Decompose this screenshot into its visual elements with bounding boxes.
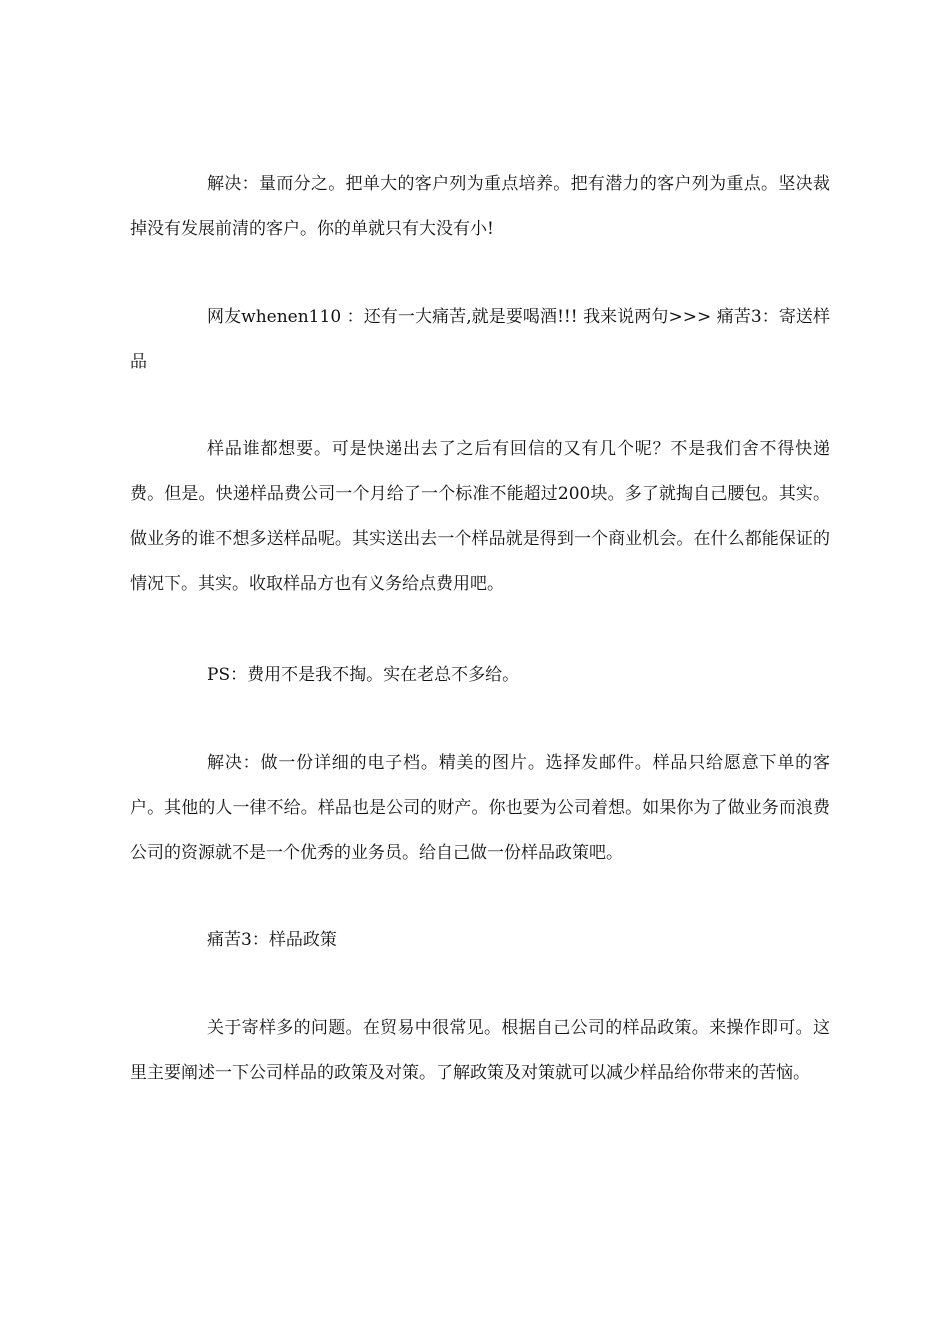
paragraph-solution-electronic-file: 解决：做一份详细的电子档。精美的图片。选择发邮件。样品只给愿意下单的客户。其他的人一律不给。样品也是公司的财产。你也要为公司着想。如果你为了做业务而浪费公司的资源就不是一个优秀的业务员。给自己做一份样品政策吧。 (130, 753, 830, 863)
paragraph-netizen-comment: 网友whenen110 ：还有一大痛苦,就是要喝酒!!! 我来说两句>>> 痛苦3：寄送样品 (130, 307, 830, 372)
paragraph-solution-split-clients: 解决：量而分之。把单大的客户列为重点培养。把有潜力的客户列为重点。坚决裁掉没有发展前清的客户。你的单就只有大没有小! (130, 174, 830, 239)
section-heading-sample-policy: 痛苦3：样品政策 (207, 930, 337, 950)
paragraph-samples-wanted: 样品谁都想要。可是快递出去了之后有回信的又有几个呢？不是我们舍不得快递费。但是。快递样品费公司一个月给了一个标准不能超过200块。多了就掏自己腰包。其实。做业务的谁不想多送样品呢。其实送出去一个样品就是得到一个商业机会。在什么都能保证的情况下。其实。收取样品方也有义务给点费用吧。 (130, 439, 830, 594)
paragraph-sample-policy-intro: 关于寄样多的问题。在贸易中很常见。根据自己公司的样品政策。来操作即可。这里主要阐述一下公司样品的政策及对策。了解政策及对策就可以减少样品给你带来的苦恼。 (130, 1018, 830, 1083)
paragraph-ps-note: PS：费用不是我不掏。实在老总不多给。 (207, 665, 520, 685)
